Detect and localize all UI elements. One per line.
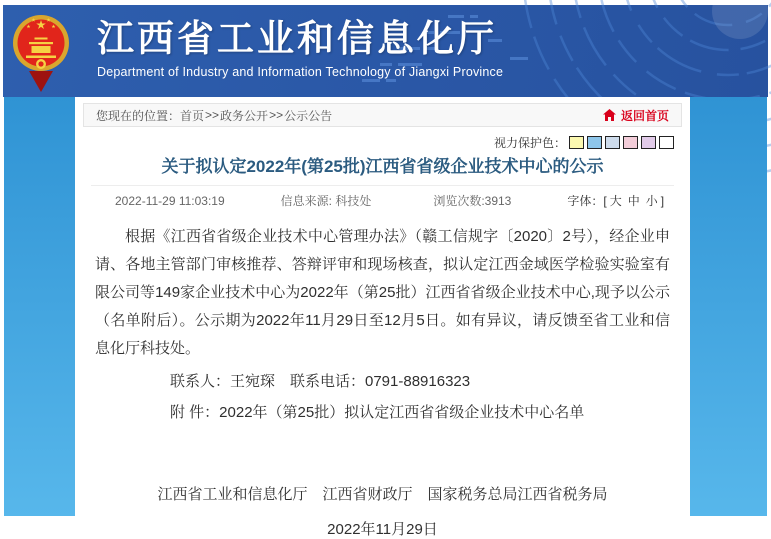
issue-date: 2022年11月29日 [327,521,438,538]
content-sheet [75,97,690,538]
national-emblem-icon [13,11,69,93]
info-source: 信息来源: 科技处 [280,194,372,208]
view-count: 浏览次数:3913 [433,194,512,208]
announcement-paragraph: 根据《江西省省级企业技术中心管理办法》（赣工信规字〔2020〕2号），经企业申请、各地主管部门审核推荐、答辩评审和现场核查，拟认定江西金域医学检验实验室有限公司等149家企业技术中心为2022年（第25批）江西省省级企业技术中心,现予以公示（名单附后）。公示期为2022年11月29日至12月5日。如有异议，请反馈至省工业和信息化厅科技处。 [95,228,670,357]
article-meta [91,192,674,209]
font-size-large[interactable]: 大 [609,194,622,208]
breadcrumb-link-gov-affairs[interactable]: 政务公开 [220,108,269,123]
font-size-small[interactable]: 小 [645,194,658,208]
site-title-cn: 江西省工业和信息化厅 [97,18,497,59]
eye-protection-swatch[interactable] [623,136,638,149]
eye-protection-row [75,135,674,150]
issuing-departments: 江西省工业和信息化厅 江西省财政厅 国家税务总局江西省税务局 [157,486,608,503]
eye-protection-swatch[interactable] [659,136,674,149]
font-size-prefix: 字体：[ [567,194,607,208]
font-size-suffix: ] [660,194,665,208]
site-title-en: Department of Industry and Information Technology of Jiangxi Province [97,65,504,79]
eye-protection-label: 视力保护色： [493,136,566,150]
eye-protection-swatch[interactable] [569,136,584,149]
breadcrumb [83,103,682,127]
site-title-block [97,15,503,79]
attachment-link[interactable]: 附 件：2022年（第25批）拟认定江西省省级企业技术中心名单 [170,404,585,421]
eye-protection-swatches [566,136,674,149]
breadcrumb-link-home[interactable]: 首页 [180,108,205,123]
breadcrumb-separator: >> [205,108,220,122]
return-home-link[interactable]: 返回首页 [620,108,669,123]
breadcrumb-separator: >> [269,108,284,122]
eye-protection-swatch[interactable] [587,136,602,149]
eye-protection-swatch[interactable] [605,136,620,149]
page-background [4,97,767,538]
home-icon [603,109,616,121]
publish-datetime: 2022-11-29 11:03:19 [115,193,225,208]
site-header-banner [3,5,768,97]
font-size-medium[interactable]: 中 [627,194,640,208]
breadcrumb-link-notices[interactable]: 公示公告 [284,108,333,123]
breadcrumb-label: 您现在的位置： [96,108,181,123]
font-size-selector [567,192,664,209]
article-title: 关于拟认定2022年(第25批)江西省省级企业技术中心的公示 [91,152,674,186]
contact-info: 联系人：王宛琛 联系电话：0791-88916323 [170,373,471,390]
eye-protection-swatch[interactable] [641,136,656,149]
